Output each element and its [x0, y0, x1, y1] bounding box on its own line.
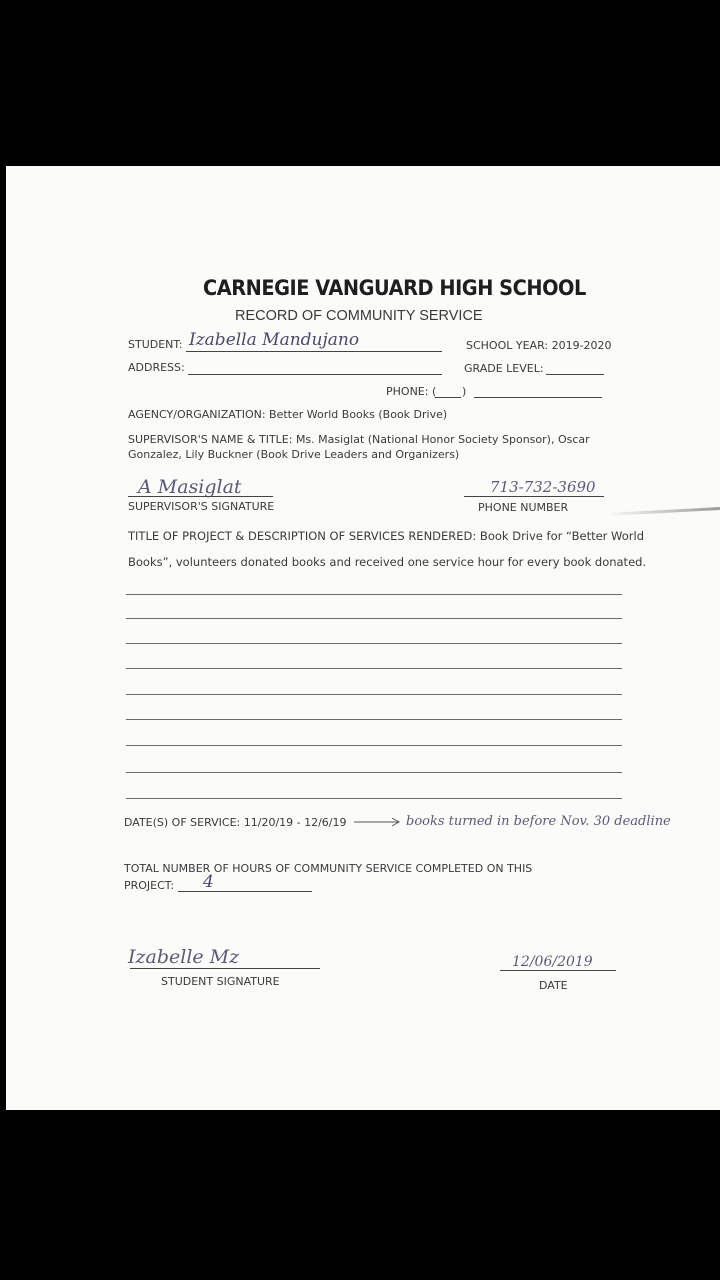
- phone-paren: ): [462, 385, 467, 398]
- phone-line: [474, 397, 602, 398]
- school-name: CARNEGIE VANGUARD HIGH SCHOOL: [203, 276, 586, 300]
- project-description-line2: Books”, volunteers donated books and received one service hour for every book donated.: [128, 555, 647, 569]
- date-label: DATE: [539, 979, 568, 992]
- dates-of-service: DATE(S) OF SERVICE: 11/20/19 - 12/6/19: [124, 816, 347, 829]
- dates-note-handwritten: books turned in before Nov. 30 deadline: [406, 814, 671, 829]
- ruled-line: [126, 643, 622, 644]
- ruled-line: [126, 745, 622, 746]
- address-line: [188, 374, 442, 375]
- student-label: STUDENT:: [128, 338, 183, 351]
- supervisor-phone-handwritten: 713-732-3690: [490, 478, 596, 496]
- form-paper: [6, 166, 720, 1110]
- ruled-line: [126, 719, 622, 720]
- date-handwritten: 12/06/2019: [512, 954, 593, 970]
- project-description-line1: TITLE OF PROJECT & DESCRIPTION OF SERVICES RENDERED: Book Drive for “Better World: [128, 529, 644, 543]
- agency-text: AGENCY/ORGANIZATION: Better World Books (Book Drive): [128, 408, 448, 421]
- hours-line: [178, 891, 312, 892]
- grade-level-line: [546, 374, 604, 375]
- school-year-label: SCHOOL YEAR: 2019-2020: [466, 339, 612, 352]
- student-signature: Izabelle Mz: [128, 946, 240, 968]
- student-signature-line: [130, 968, 320, 969]
- supervisor-signature-label: SUPERVISOR'S SIGNATURE: [128, 500, 275, 513]
- student-signature-label: STUDENT SIGNATURE: [161, 975, 280, 988]
- phone-label: PHONE: (: [386, 385, 437, 398]
- grade-level-label: GRADE LEVEL:: [464, 362, 544, 375]
- student-name-handwritten: Izabella Mandujano: [189, 330, 360, 350]
- ruled-line: [126, 798, 622, 799]
- ruled-line: [126, 694, 622, 695]
- ruled-line: [126, 618, 622, 619]
- hours-text-line1: TOTAL NUMBER OF HOURS OF COMMUNITY SERVICE COMPLETED ON THIS: [124, 862, 533, 875]
- supervisor-text-line1: SUPERVISOR'S NAME & TITLE: Ms. Masiglat (National Honor Society Sponsor), Oscar: [128, 433, 590, 446]
- hours-value-handwritten: 4: [203, 872, 214, 892]
- ruled-line: [126, 772, 622, 773]
- phone-area-line: [435, 397, 461, 398]
- student-line: [186, 351, 442, 352]
- hours-text-line2: PROJECT:: [124, 879, 175, 892]
- supervisor-text-line2: Gonzalez, Lily Buckner (Book Drive Leaders and Organizers): [128, 448, 460, 461]
- address-label: ADDRESS:: [128, 361, 185, 374]
- supervisor-signature-line: [128, 496, 273, 497]
- ruled-line: [126, 594, 622, 595]
- date-line: [500, 970, 616, 971]
- phone-number-label: PHONE NUMBER: [478, 501, 569, 514]
- ruled-line: [126, 668, 622, 669]
- phone-number-line: [464, 496, 604, 497]
- form-title: RECORD OF COMMUNITY SERVICE: [235, 308, 483, 324]
- arrow-right-icon: [352, 816, 404, 828]
- supervisor-signature: A Masiglat: [138, 476, 242, 498]
- paper-scuff-mark: [606, 507, 720, 516]
